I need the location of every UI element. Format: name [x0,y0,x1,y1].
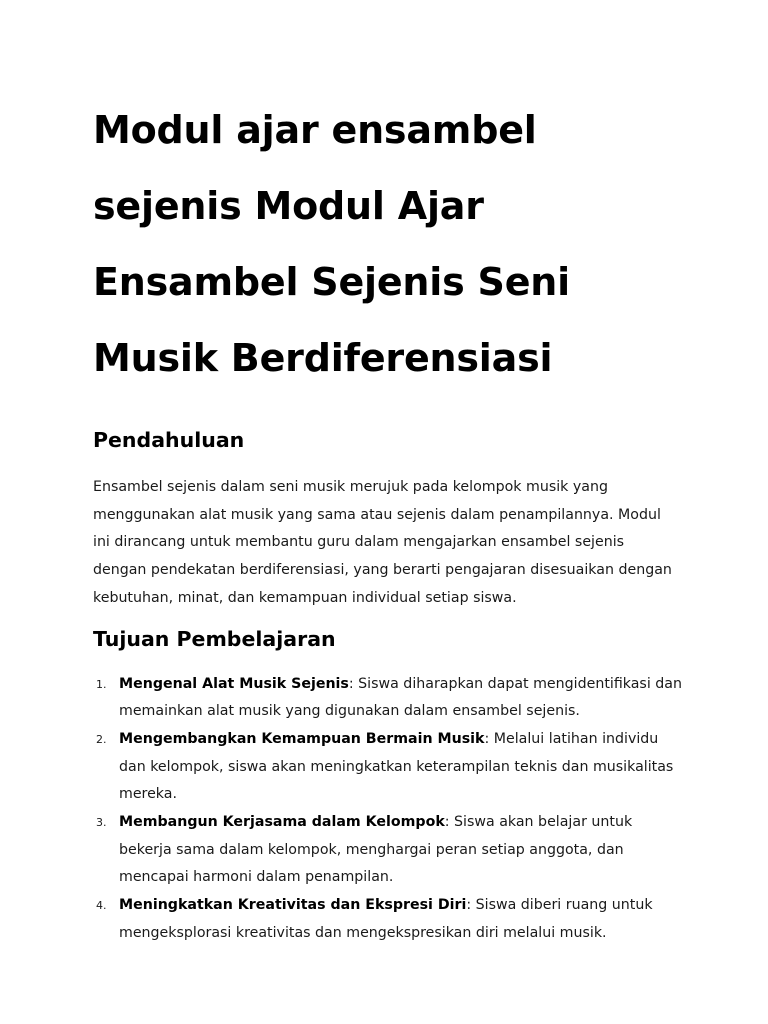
list-item-number: 1. [96,677,107,691]
list-item [93,892,689,947]
goals-list [93,671,693,948]
list-item-number: 2. [96,732,107,746]
list-item-number: 3. [96,816,107,830]
list-item-text: : Siswa diberi ruang untuk mengeksplorasi kreativitas dan mengekspresikan diri melalui musik. [119,897,653,941]
intro-paragraph: Ensambel sejenis dalam seni musik merujuk pada kelompok musik yang menggunakan alat musik yang sama atau sejenis dalam penampilannya. Modul ini dirancang untuk membantu guru dalam mengajarkan ensambel sejenis dengan pendekatan berdiferensiasi, yang berarti pengajaran disesuaikan dengan kebutuhan, minat, dan kemampuan individual setiap siswa. [93,479,672,606]
list-item-term: Mengembangkan Kemampuan Bermain Musik [119,730,485,747]
list-item [93,671,689,726]
section-heading-tujuan-pembelajaran: Tujuan Pembelajaran [93,626,336,651]
list-item-term: Membangun Kerjasama dalam Kelompok [119,814,445,831]
list-item-text: : Siswa diharapkan dapat mengidentifikasi dan memainkan alat musik yang digunakan dalam ensambel sejenis. [119,675,682,720]
list-item-number: 4. [96,899,107,913]
list-item-term: Meningkatkan Kreativitas dan Ekspresi Diri [119,897,467,914]
list-item-text: : Melalui latihan individu dan kelompok, siswa akan meningkatkan keterampilan teknis dan musikalitas mereka. [119,730,674,803]
document-title: Modul ajar ensambel sejenis Modul Ajar Ensambel Sejenis Seni Musik Berdiferensiasi [93,108,570,380]
list-item-term: Mengenal Alat Musik Sejenis [119,675,349,692]
document-page [93,92,693,948]
list-item-text: : Siswa akan belajar untuk bekerja sama dalam kelompok, menghargai peran setiap anggota, dan mencapai harmoni dalam penampilan. [119,814,633,886]
section-heading-pendahuluan: Pendahuluan [93,428,245,452]
list-item [93,809,689,892]
list-item [93,726,689,809]
